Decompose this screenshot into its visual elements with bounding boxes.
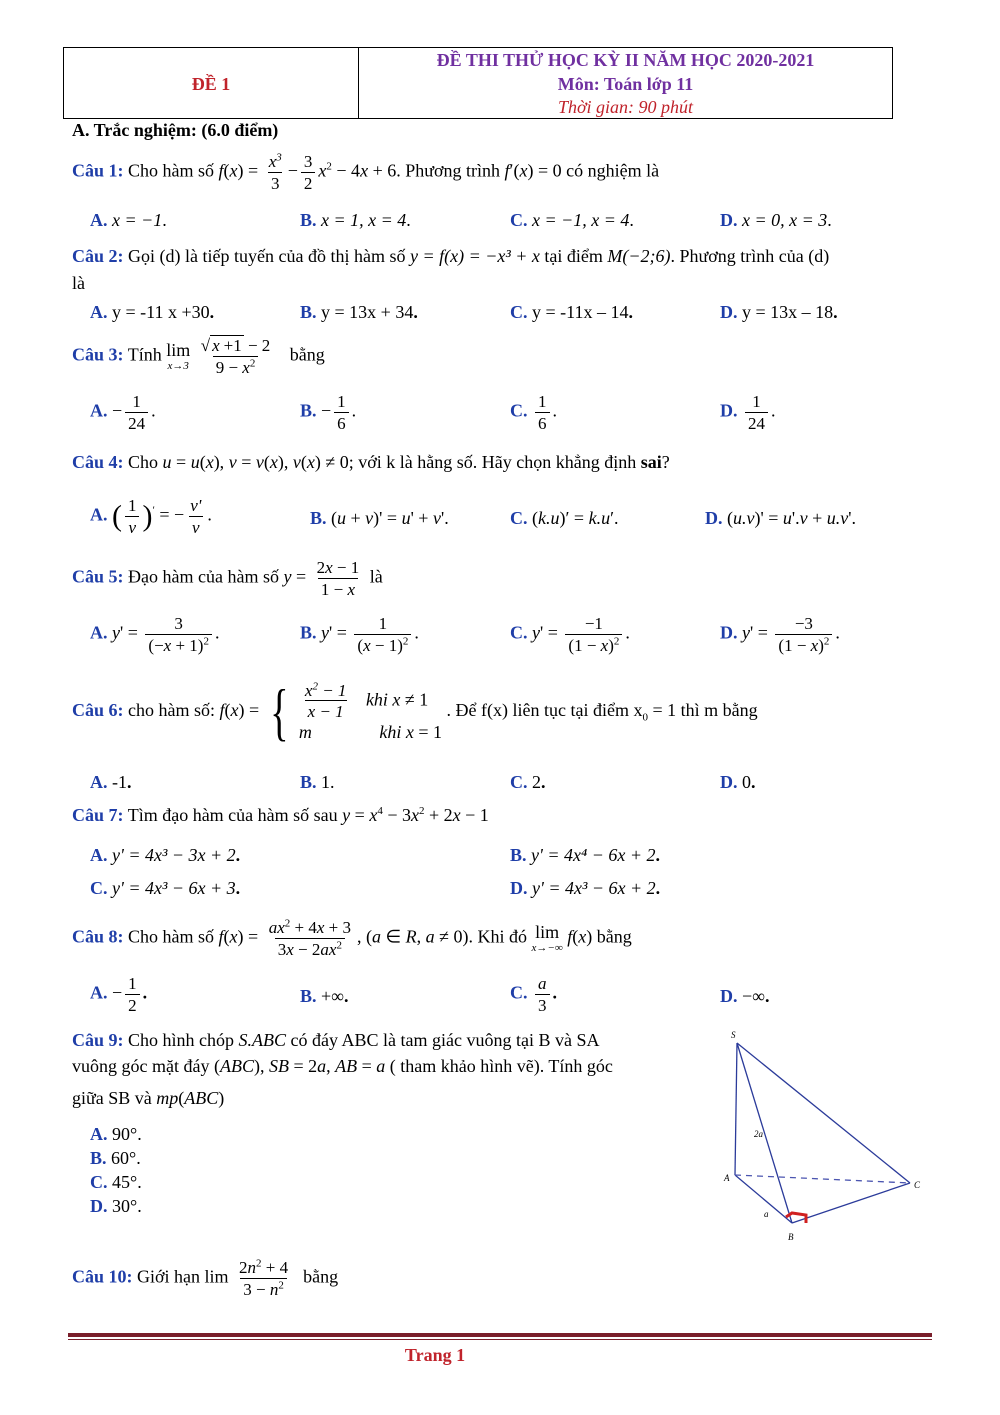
question-2-text-3: . Phương trình của (d) xyxy=(670,246,830,266)
question-3-label: Câu 3: xyxy=(72,344,124,365)
question-5-text: Đạo hàm của hàm số xyxy=(128,566,279,587)
header-table xyxy=(63,47,893,119)
q1-option-b-text: x = 1, x = 4 xyxy=(321,210,407,230)
q3-c-den: 6 xyxy=(535,412,550,434)
question-2 xyxy=(72,246,829,267)
q5-a-num: 3 xyxy=(174,614,183,633)
q6-option-a-letter: A. xyxy=(90,772,108,792)
label-b: B xyxy=(788,1232,794,1242)
question-10-text: Giới hạn xyxy=(137,1266,201,1287)
question-4-emphasis: sai xyxy=(640,452,662,472)
q2-option-c-letter: C. xyxy=(510,302,528,322)
edge-sc xyxy=(737,1043,910,1183)
edge-sa xyxy=(735,1043,737,1175)
question-1-text-3: có nghiệm là xyxy=(566,160,660,181)
q4-option-d-letter: D. xyxy=(705,508,723,528)
q2-option-b[interactable]: B. y = 13x + 34. xyxy=(300,302,418,322)
question-5-text-2: là xyxy=(369,566,383,587)
q6-option-b-letter: B. xyxy=(300,772,317,792)
question-3: Câu 3: Tính lim x→3 $\frac{√ x +1 - 2}{9 - x^2}$ bằng xyxy=(72,336,325,377)
q3-option-a[interactable]: A. − $\frac{1}{24}$ . xyxy=(90,392,156,433)
question-8-text-2: . Khi đó xyxy=(468,926,528,947)
q1-option-a[interactable]: A. x = −1. xyxy=(90,210,167,230)
exam-subject: Môn: Toán lớp 11 xyxy=(557,74,694,94)
q4-option-a[interactable]: A. ( $\frac{1}{v}$ )′ = − $\frac{v'}{v}$ . xyxy=(90,496,212,537)
label-c: C xyxy=(914,1180,921,1190)
edge-ac xyxy=(735,1175,910,1183)
q4-option-a-letter: A. xyxy=(90,504,108,525)
question-2-text-2: tại điểm xyxy=(544,246,603,266)
q3-option-c[interactable]: C. $\frac{1}{6}$ . xyxy=(510,392,557,433)
question-1-label: Câu 1: xyxy=(72,160,124,181)
q8-option-d-text: −∞ xyxy=(742,986,765,1006)
question-5: Câu 5: Đạo hàm của hàm số y = $\frac{2x - 1}{1 - x}$ là xyxy=(72,558,383,599)
q3-c-num: 1 xyxy=(538,392,547,411)
q2-option-c-text: y = -11x – 14 xyxy=(532,302,629,322)
q5-option-a-letter: A. xyxy=(90,622,108,643)
question-6-label: Câu 6: xyxy=(72,700,124,721)
q3-b-num: 1 xyxy=(337,392,346,411)
q1-option-b[interactable]: B. x = 1, x = 4. xyxy=(300,210,411,230)
question-9-text-1b: có đáy ABC là tam giác vuông tại B và SA xyxy=(290,1030,600,1050)
question-2-cont: là xyxy=(72,273,85,293)
q1-option-d-text: x = 0, x = 3 xyxy=(742,210,828,230)
exam-number: ĐỀ 1 xyxy=(191,74,231,94)
q8-option-a-letter: A. xyxy=(90,982,108,1003)
question-9-text-2a: vuông góc mặt đáy xyxy=(72,1056,210,1076)
question-8-label: Câu 8: xyxy=(72,926,124,947)
question-4-label: Câu 4: xyxy=(72,452,124,472)
question-1: Câu 1: Cho hàm số f(x) = $\frac{x^3}{3}$ − $\frac{3}{2}$ $x^2 - 4x + 6$. Phương trình f′(x) = 0 có nghiệm là xyxy=(72,151,660,193)
q8-option-c-letter: C. xyxy=(510,982,528,1003)
q6-option-a[interactable]: A. -1. xyxy=(90,772,132,792)
question-9-line-1 xyxy=(72,1030,599,1051)
question-8-text: Cho hàm số xyxy=(128,926,215,947)
q8-option-a[interactable]: A. − $\frac{1}{2}$ . xyxy=(90,974,148,1015)
exam-title: ĐỀ THI THỬ HỌC KỲ II NĂM HỌC 2020-2021 xyxy=(436,50,815,70)
label-a-length: a xyxy=(764,1209,769,1219)
question-1-text-2: . Phương trình xyxy=(396,160,500,181)
q7-option-c-text: y' = 4x³ − 6x + 3 xyxy=(112,878,236,898)
footer-rule xyxy=(68,1333,932,1337)
q8-option-b-letter: B. xyxy=(300,986,317,1006)
q5-option-d-letter: D. xyxy=(720,622,738,643)
edge-bc xyxy=(792,1183,910,1223)
question-6-text-3: = 1 thì m bằng xyxy=(652,700,758,721)
q8-option-d-letter: D. xyxy=(720,986,738,1006)
q6-option-a-text: -1 xyxy=(112,772,127,792)
q1-option-b-letter: B. xyxy=(300,210,317,230)
edge-sb xyxy=(737,1043,792,1223)
question-10-text-2: bằng xyxy=(303,1266,339,1287)
q7-option-b-letter: B. xyxy=(510,845,527,865)
q2-option-a-text: y = -11 x +30 xyxy=(112,302,210,322)
question-9-pyramid: S.ABC xyxy=(238,1030,287,1050)
question-4-text-3: ? xyxy=(661,452,670,472)
q2-option-b-text: y = 13x + 34 xyxy=(321,302,414,322)
question-5-label: Câu 5: xyxy=(72,566,124,587)
q9-option-b-letter: B. xyxy=(90,1148,107,1168)
q3-option-d-letter: D. xyxy=(720,400,738,421)
label-2a: 2a xyxy=(754,1129,763,1139)
q6-option-d-letter: D. xyxy=(720,772,738,792)
label-s: S xyxy=(731,1030,736,1040)
q7-option-d-text: y' = 4x³ − 6x + 2 xyxy=(532,878,656,898)
q3-d-den: 24 xyxy=(745,412,768,434)
q5-option-c-letter: C. xyxy=(510,622,528,643)
q1-option-d[interactable]: D. x = 0, x = 3. xyxy=(720,210,832,230)
q5-option-b[interactable]: B. y' = $\frac{1}{(x - 1)^2}$ . xyxy=(300,614,419,655)
q3-option-c-letter: C. xyxy=(510,400,528,421)
q4-option-c[interactable]: C. (k.u)′ = k.u′. xyxy=(510,508,619,528)
q8-option-d[interactable]: D. −∞. xyxy=(720,986,770,1006)
q5-b-num: 1 xyxy=(378,614,388,633)
question-8-text-3: bằng xyxy=(596,926,632,947)
q9-option-d[interactable] xyxy=(90,1196,142,1217)
question-9-text: Cho hình chóp xyxy=(128,1030,235,1050)
q5-option-a[interactable]: A. y' = $\frac{3}{(-x + 1)^2}$ . xyxy=(90,614,220,655)
q9-option-a[interactable] xyxy=(90,1124,142,1145)
q7-option-a-text: y' = 4x³ − 3x + 2 xyxy=(112,845,236,865)
q1-option-d-letter: D. xyxy=(720,210,738,230)
q1-option-a-text: x = −1 xyxy=(112,210,163,230)
question-7: Câu 7: Tìm đạo hàm của hàm số sau $y = x^4 - 3x^2 + 2x - 1$ xyxy=(72,805,489,825)
q2-option-b-letter: B. xyxy=(300,302,317,322)
q3-b-den: 6 xyxy=(334,412,349,434)
q9-option-c-text: 45°. xyxy=(112,1172,142,1192)
q1-option-a-letter: A. xyxy=(90,210,108,230)
q9-option-d-text: 30°. xyxy=(112,1196,142,1216)
section-heading: A. Trắc nghiệm: (6.0 điểm) xyxy=(72,120,279,140)
q9-option-c-letter: C. xyxy=(90,1172,108,1192)
q6-option-d-text: 0 xyxy=(742,772,751,792)
q6-option-c-text: 2 xyxy=(532,772,541,792)
q3-a-num: 1 xyxy=(132,392,141,411)
q7-option-d[interactable]: D. y' = 4x³ − 6x + 2. xyxy=(510,878,661,898)
q3-d-num: 1 xyxy=(752,392,761,411)
question-9-line-2: vuông góc mặt đáy (ABC), SB = 2a, AB = a ( tham khảo hình vẽ). Tính góc xyxy=(72,1056,613,1076)
q9-option-d-letter: D. xyxy=(90,1196,108,1216)
q4-option-d[interactable]: D. (u.v)' = u'.v + u.v'. xyxy=(705,508,857,528)
q3-a-den: 24 xyxy=(125,412,148,434)
q9-option-b-text: 60°. xyxy=(111,1148,141,1168)
q5-option-b-letter: B. xyxy=(300,622,317,643)
q5-option-c[interactable]: C. y' = $\frac{-1}{(1 - x)^2}$ . xyxy=(510,614,630,655)
question-7-text: Tìm đạo hàm của hàm số sau xyxy=(127,805,338,825)
q7-option-b[interactable]: B. y' = 4x⁴ − 6x + 2. xyxy=(510,845,661,865)
question-1-text: Cho hàm số xyxy=(128,160,215,181)
q6-option-c[interactable]: C. 2. xyxy=(510,772,546,792)
question-10-label: Câu 10: xyxy=(72,1266,133,1287)
question-9-label: Câu 9: xyxy=(72,1030,124,1050)
q2-option-c[interactable]: C. y = -11x – 14. xyxy=(510,302,633,322)
q9-option-a-letter: A. xyxy=(90,1124,108,1144)
question-9-text-3: giữa SB và xyxy=(72,1088,152,1108)
q4-option-c-letter: C. xyxy=(510,508,528,528)
question-4: Câu 4: Cho u = u(x), v = v(x), v(x) ≠ 0; với k là hằng số. Hãy chọn khẳng định sai? xyxy=(72,452,670,472)
q8-option-b[interactable]: B. +∞. xyxy=(300,986,349,1006)
question-6: Câu 6: cho hàm số: f(x) = { $\frac{x^2 - 1}{x - 1}$ khi x ≠ 1 m khi x = 1 . Để f(x) liên tục tại điểm $x_0 = 1$ thì m bằng xyxy=(72,676,758,747)
q1-option-c-text: x = −1, x = 4 xyxy=(532,210,630,230)
question-4-text-2: ; với k là hằng số. Hãy chọn khẳng định xyxy=(348,452,637,472)
q9-option-a-text: 90°. xyxy=(112,1124,142,1144)
q4-option-b-letter: B. xyxy=(310,508,327,528)
q7-option-b-text: y' = 4x⁴ − 6x + 2 xyxy=(531,845,656,865)
q6-option-d[interactable]: D. 0. xyxy=(720,772,756,792)
q1-option-c[interactable]: C. x = −1, x = 4. xyxy=(510,210,634,230)
page-number: Trang 1 xyxy=(404,1345,466,1365)
q2-option-a-letter: A. xyxy=(90,302,108,322)
q1-option-c-letter: C. xyxy=(510,210,528,230)
question-6-text-2: . Để f(x) liên tục tại điểm x xyxy=(446,700,643,721)
question-9-line-3: giữa SB và mp(ABC) xyxy=(72,1088,225,1108)
question-10: Câu 10: Giới hạn lim $\frac{2n^2 + 4}{3 - n^2}$ bằng xyxy=(72,1257,339,1299)
question-4-text: Cho xyxy=(128,452,159,472)
q3-option-a-letter: A. xyxy=(90,400,108,421)
q7-option-a[interactable]: A. y' = 4x³ − 3x + 2. xyxy=(90,845,241,865)
question-7-label: Câu 7: xyxy=(72,805,124,825)
q5-d-num: −3 xyxy=(794,614,813,633)
question-8: Câu 8: Cho hàm số f(x) = $\frac{ax^2 + 4x + 3}{3x - 2ax^2}$ , (a ∈ R, a ≠ 0). Khi đó lim x→−∞ f(x) bằng xyxy=(72,917,632,959)
q8-option-b-text: +∞ xyxy=(321,986,344,1006)
question-2-label: Câu 2: xyxy=(72,246,124,266)
q2-option-d[interactable]: D. y = 13x – 18. xyxy=(720,302,838,322)
question-3-text-2: bằng xyxy=(289,344,325,365)
question-2-text: Gọi (d) là tiếp tuyến của đồ thị hàm số xyxy=(128,246,406,266)
q9-option-b[interactable] xyxy=(90,1148,141,1169)
question-2-point: M(−2;6) xyxy=(607,246,671,266)
question-3-text: Tính xyxy=(127,344,162,365)
q7-option-c[interactable]: C. y' = 4x³ − 6x + 3. xyxy=(90,878,241,898)
question-9-text-2b: ( tham khảo hình vẽ). Tính góc xyxy=(389,1056,613,1076)
q3-option-b-letter: B. xyxy=(300,400,317,421)
question-2-function: y = f(x) = −x³ + x xyxy=(409,246,540,266)
q7-option-d-letter: D. xyxy=(510,878,528,898)
pyramid-figure xyxy=(720,1025,930,1245)
q7-option-c-letter: C. xyxy=(90,878,108,898)
q2-option-d-letter: D. xyxy=(720,302,738,322)
question-6-text: cho hàm số: xyxy=(128,700,216,721)
q4-option-b[interactable]: B. (u + v)' = u' + v'. xyxy=(310,508,449,528)
q2-option-a[interactable]: A. y = -11 x +30. xyxy=(90,302,215,322)
q6-option-c-letter: C. xyxy=(510,772,528,792)
q5-option-d[interactable]: D. y' = $\frac{-3}{(1 - x)^2}$ . xyxy=(720,614,840,655)
q8-option-c[interactable]: C. $\frac{a}{3}$ . xyxy=(510,974,557,1015)
q6-option-b[interactable]: B. 1. xyxy=(300,772,335,792)
q3-option-d[interactable]: D. $\frac{1}{24}$ . xyxy=(720,392,776,433)
q9-option-c[interactable] xyxy=(90,1172,142,1193)
q7-option-a-letter: A. xyxy=(90,845,108,865)
footer-rule-thin xyxy=(68,1339,932,1340)
question-1-formula: f xyxy=(218,160,224,181)
q6-option-b-text: 1 xyxy=(321,772,331,792)
q3-option-b[interactable]: B. − $\frac{1}{6}$ . xyxy=(300,392,357,433)
q5-c-num: −1 xyxy=(584,614,603,633)
label-a: A xyxy=(724,1173,730,1183)
exam-time: Thời gian: 90 phút xyxy=(557,97,694,117)
q2-option-d-text: y = 13x – 18 xyxy=(742,302,834,322)
